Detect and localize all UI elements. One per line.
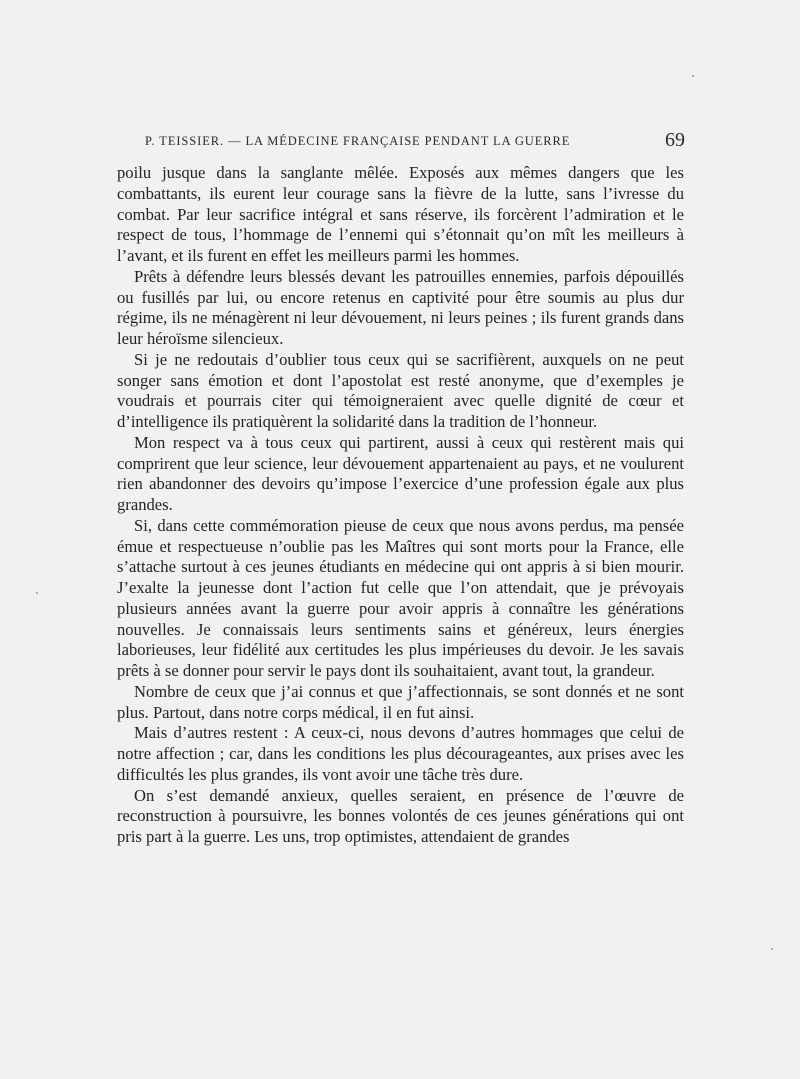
paragraph-5: Si, dans cette commémoration pieuse de ceux que nous avons perdus, ma pensée émue et respectueuse n’oublie pas les Maîtres qui sont morts pour la France, elle s’attache surtout à ces jeunes étudiants en médecine qui ont appris à si bien mourir. J’exalte la jeunesse dont l’action fut celle que l’on attendait, que je prévoyais plusieurs années avant la guerre pour avoir appris à connaître les générations nouvelles. Je connaissais leurs sentiments sains et généreux, leurs énergies laborieuses, leur fidélité aux certitudes les plus impérieuses du devoir. Je les savais prêts à se donner pour servir le pays dont ils souhaitaient, avant tout, la grandeur. xyxy=(117,515,684,680)
paragraph-7: Mais d’autres restent : A ceux-ci, nous devons d’autres hommages que celui de notre affection ; car, dans les conditions les plus décourageantes, aux prises avec les difficultés les plus grandes, ils vont avoir une tâche très dure. xyxy=(117,723,684,784)
paragraph-4: Mon respect va à tous ceux qui partirent, aussi à ceux qui restèrent mais qui comprirent que leur science, leur dévouement appartenaient au pays, et ne voulurent rien abandonner des devoirs qu’impose l’exercice d’une profession égale aux plus grandes. xyxy=(117,432,684,514)
paragraph-1: poilu jusque dans la sanglante mêlée. Exposés aux mêmes dangers que les combattants, ils eurent leur courage sans la fièvre de la lutte, sans l’ivresse du combat. Par leur sacrifice intégral et sans réserve, ils forcèrent l’admiration et le respect de tous, l’hommage de l’ennemi qui s’étonnait qu’on mît les meilleurs à l’avant, et ils furent en effet les meilleurs parmi les hommes. xyxy=(117,163,684,265)
paragraph-3: Si je ne redoutais d’oublier tous ceux qui se sacrifièrent, auxquels on ne peut songer sans émotion et dont l’apostolat est resté anonyme, que d’exemples je voudrais et pourrais citer qui témoigneraient avec quelle dignité de cœur et d’intelligence ils pratiquèrent la solidarité dans la tradition de l’honneur. xyxy=(117,349,684,431)
running-head-title: P. TEISSIER. — LA MÉDECINE FRANÇAISE PENDANT LA GUERRE xyxy=(145,134,571,148)
paragraph-8: On s’est demandé anxieux, quelles seraient, en présence de l’œuvre de reconstruction à poursuivre, les bonnes volontés de ces jeunes générations qui ont pris part à la guerre. Les uns, trop optimistes, attendaient de grandes xyxy=(117,785,684,846)
body-text xyxy=(117,163,684,848)
running-head xyxy=(145,131,685,153)
paper-speck xyxy=(771,948,773,950)
paper-speck xyxy=(36,592,38,594)
paper-speck xyxy=(692,75,694,77)
page-number: 69 xyxy=(665,129,685,151)
paragraph-2: Prêts à défendre leurs blessés devant les patrouilles ennemies, parfois dépouillés ou fusillés par lui, ou encore retenus en captivité pour être soumis au plus dur régime, ils ne ménagèrent ni leur dévouement, ni leurs peines ; ils furent grands dans leur héroïsme silencieux. xyxy=(117,266,684,348)
paragraph-6: Nombre de ceux que j’ai connus et que j’affectionnais, se sont donnés et ne sont plus. Partout, dans notre corps médical, il en fut ainsi. xyxy=(117,681,684,722)
